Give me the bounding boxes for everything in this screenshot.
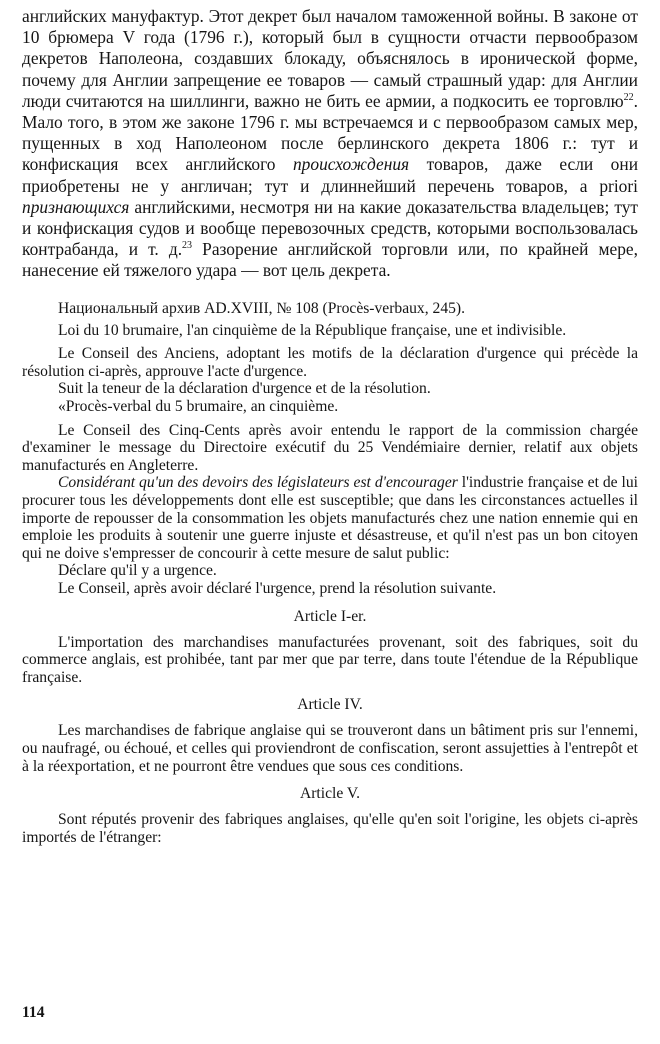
text-run: . Мало того, в этом же законе 1796 г. мы встречаемся и с первообразом самых мер, пущенных в ход Наполеоном после берлинского декрета 1806 г.: тут и конфискация всех английского [22,90,638,175]
page-body [22,6,638,846]
page-number: 114 [22,1004,45,1021]
paragraph: Le Conseil des Cinq-Cents après avoir entendu le rapport de la commission chargée d'examiner le message du Directoire exécutif du 25 Vendémiaire dernier, relatif aux objets manufacturés en Angleterre. [22,421,638,474]
paragraph: Les marchandises de fabrique anglaise qui se trouveront dans un bâtiment pris sur l'ennemi, ou naufragé, ou échoué, et celles qui proviendront de confiscation, seront assujetties à l'entrepôt et à la réexportation, et ne pourront être vendues que sous ces conditions. [22,722,638,775]
italic-run: происхождения [292,154,410,175]
article-heading: Article V. [299,785,361,803]
footnote-ref: 22 [623,92,634,104]
paragraph: «Procès-verbal du 5 brumaire, an cinquième. [58,398,339,416]
article-heading: Article IV. [297,696,363,714]
paragraph: L'importation des marchandises manufacturées provenant, soit des fabriques, soit du commerce anglais, est prohibée, tant par mer que par terre, dans toute l'étendue de la République française. [22,633,638,686]
paragraph [22,474,638,562]
law-title: Loi du 10 brumaire, l'an cinquième de la République française, une et indivisible. [58,321,567,339]
text-run: английских мануфактур. Этот декрет был началом таможенной войны. В законе от 10 брюмера V года (1796 г.), который был в сущности отчасти первообразом декретов Наполеона, создавших блокаду, объяснялось в иронической форме, почему для Англии запрещение ее товаров — самый страшный удар: для Англии люди считаются на шиллинги, важно не бить ее армии, а подкосить ее торговлю [22,6,638,111]
article-heading: Article I-er. [293,607,367,625]
paragraph: Le Conseil, après avoir déclaré l'urgence, prend la résolution suivante. [58,579,497,597]
text-run: Разорение английской торговли или, по крайней мере, нанесение ей тяжелого удара — вот цель декрета. [22,239,638,281]
footnote-ref: 23 [182,240,193,252]
paragraph: Sont réputés provenir des fabriques anglaises, qu'elle qu'en soit l'origine, les objets ci-après importés de l'étranger: [22,811,638,846]
paragraph: Déclare qu'il y a urgence. [58,562,217,580]
italic-run: Considérant qu'un des devoirs des législateurs est d'encourager [58,474,458,492]
archive-source: Национальный архив AD.XVIII, № 108 (Procès-verbaux, 245). [58,299,465,317]
text-run: l'industrie française et de lui procurer tous les développements dont elle est susceptible; que dans les circonstances actuelles il importe de repousser de la consommation les objets manufacturés chez une nation ennemie qui en emploie les produits à soutenir une guerre injuste et désastreuse, et qu'il n'est pas un bon citoyen qui ne doive s'empresser de concourir à cette mesure de salut public: [22,474,638,562]
french-text [22,322,638,847]
text-run: английскими, несмотря ни на какие доказательства владельцев; тут и конфискация судов и вообще перевозочных средств, которыми воспользовалась контрабанда, и т. д. [22,196,638,260]
text-run: товаров, даже если они приобретены не у англичан; тут и длиннейший перечень товаров, а priori [22,154,638,196]
paragraph [22,6,638,282]
paragraph: Suit la teneur de la déclaration d'urgence et de la résolution. [58,380,431,398]
paragraph: Le Conseil des Anciens, adoptant les motifs de la déclaration d'urgence qui précède la résolution ci-après, approuve l'acte d'urgence. [22,345,638,380]
italic-run: признающихся [22,196,130,217]
russian-text [22,6,638,282]
